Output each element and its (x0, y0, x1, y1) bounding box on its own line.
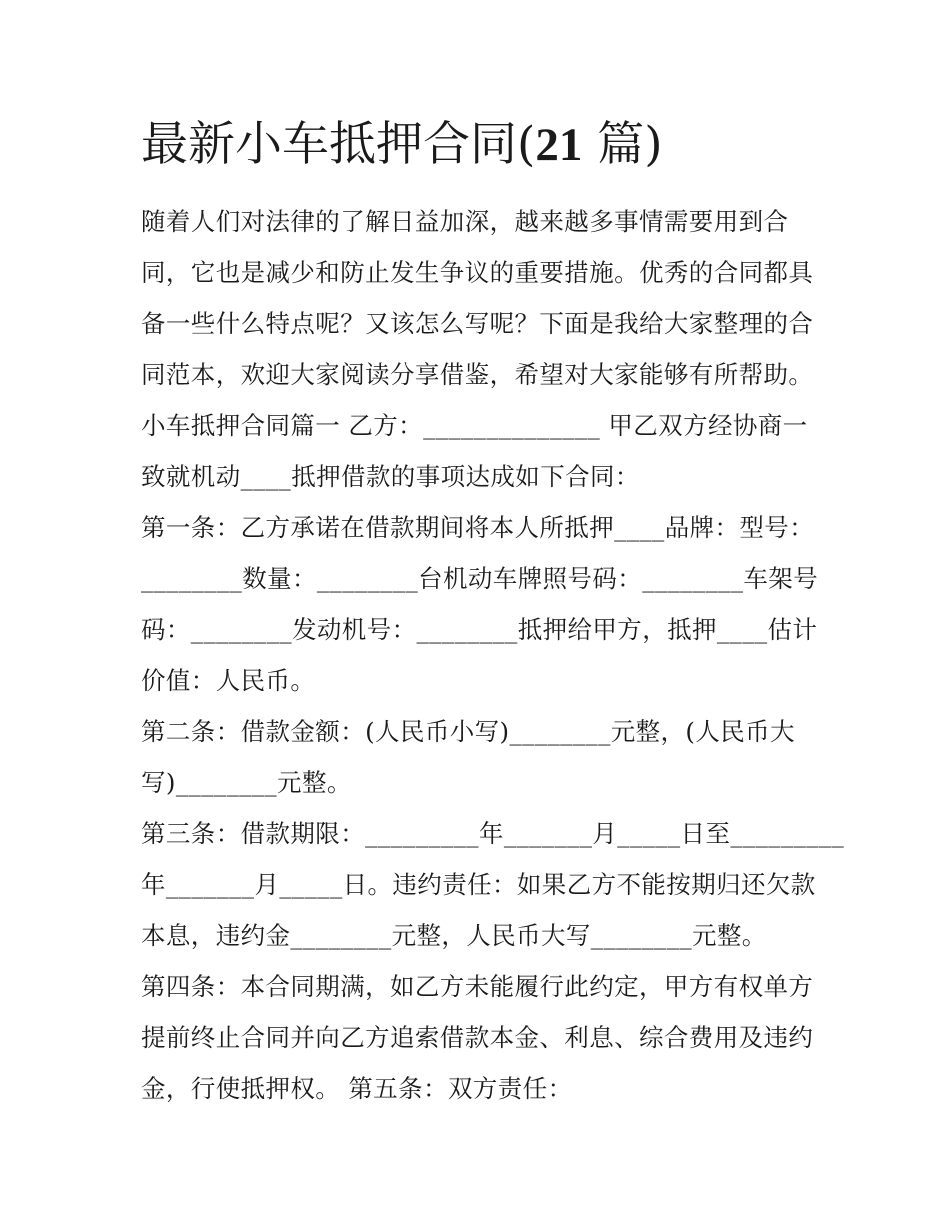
body-line: 第四条：本合同期满，如乙方未能履行此约定，甲方有权单方 (141, 972, 814, 1001)
body-line: 致就机动____抵押借款的事项达成如下合同： (141, 462, 640, 491)
body-line: 随着人们对法律的了解日益加深，越来越多事情需要用到合 (141, 207, 789, 236)
body-line: 写)________元整。 (141, 768, 352, 797)
body-line: ________数量：________台机动车牌照号码：________车架号 (141, 564, 819, 593)
body-line: 年_______月_____日。违约责任：如果乙方不能按期归还欠款 (141, 870, 816, 899)
body-line: 本息，违约金________元整，人民币大写________元整。 (141, 921, 767, 950)
body-line: 同范本，欢迎大家阅读分享借鉴，希望对大家能够有所帮助。 (141, 360, 814, 389)
title-tail: 篇) (582, 117, 663, 172)
body-line: 码：________发动机号：________抵押给甲方，抵押____估计 (141, 615, 818, 644)
document-title (141, 113, 663, 177)
body-line: 价值：人民币。 (141, 666, 316, 695)
body-line: 第二条：借款金额：(人民币小写)________元整，(人民币大 (141, 717, 795, 746)
body-line: 第三条：借款期限：_________年_______月_____日至_________ (141, 819, 845, 848)
document-body (141, 196, 845, 1114)
title-text: 最新小车抵押合同( (141, 117, 536, 172)
title-number: 21 (535, 119, 583, 171)
body-line: 金，行使抵押权。 第五条：双方责任： (141, 1074, 573, 1103)
body-line: 备一些什么特点呢？又该怎么写呢？下面是我给大家整理的合 (141, 309, 814, 338)
body-line: 小车抵押合同篇一 乙方：______________ 甲乙双方经协商一 (141, 411, 808, 440)
body-line: 第一条：乙方承诺在借款期间将本人所抵押____品牌：型号： (141, 513, 815, 542)
body-line: 同，它也是减少和防止发生争议的重要措施。优秀的合同都具 (141, 258, 814, 287)
body-line: 提前终止合同并向乙方追索借款本金、利息、综合费用及违约 (141, 1023, 814, 1052)
